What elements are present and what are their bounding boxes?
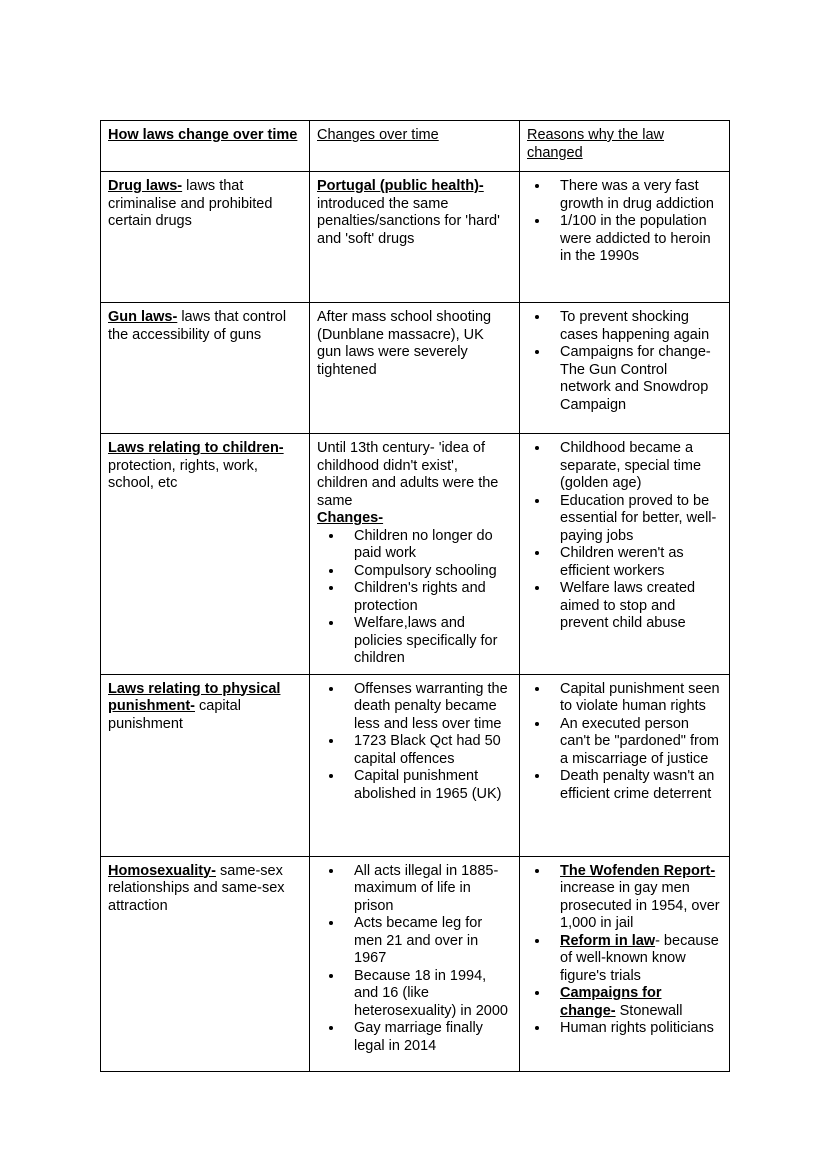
list-item: • Capital punishment seen to violate human rights [550,681,721,716]
change-cell: After mass school shooting (Dunblane massacre), UK gun laws were severely tightened [310,303,520,434]
laws-table [100,120,730,1072]
reason-cell [520,856,730,1071]
list-item: • Capital punishment abolished in 1965 (UK) [344,768,511,803]
list-item: • The Wofenden Report- increase in gay men prosecuted in 1954, over 1,000 in jail [550,863,721,933]
law-cell: Laws relating to physical punishment- capital punishment [101,674,310,856]
list-item: • Children's rights and protection [344,580,511,615]
list-item: • Children weren't as efficient workers [550,545,721,580]
header-col2: Changes over time [310,121,520,172]
law-cell: Homosexuality- same-sex relationships and same-sex attraction [101,856,310,1071]
list-item: • Acts became leg for men 21 and over in 1967 [344,915,511,968]
list-item: • Welfare,laws and policies specifically for children [344,615,511,668]
list-item: • Offenses warranting the death penalty became less and less over time [344,681,511,734]
list-item: • Childhood became a separate, special time (golden age) [550,440,721,493]
list-item: • There was a very fast growth in drug addiction [550,178,721,213]
law-cell: Drug laws- laws that criminalise and prohibited certain drugs [101,172,310,303]
list-item: • 1/100 in the population were addicted to heroin in the 1990s [550,213,721,266]
list-item: • Campaigns for change- Stonewall [550,985,721,1020]
header-row [101,121,730,172]
list-item: • Campaigns for change- The Gun Control network and Snowdrop Campaign [550,344,721,414]
table-row [101,856,730,1071]
list-item: • Death penalty wasn't an efficient crime deterrent [550,768,721,803]
list-item: • Human rights politicians [550,1020,721,1038]
table-row [101,674,730,856]
list-item: • Compulsory schooling [344,563,511,581]
list-item: • An executed person can't be "pardoned" from a miscarriage of justice [550,716,721,769]
list-item: • 1723 Black Qct had 50 capital offences [344,733,511,768]
list-item: • Reform in law- because of well-known know figure's trials [550,933,721,986]
list-item: • All acts illegal in 1885- maximum of life in prison [344,863,511,916]
list-item: • Gay marriage finally legal in 2014 [344,1020,511,1055]
reason-cell [520,434,730,675]
change-cell: Until 13th century- 'idea of childhood didn't exist', children and adults were the same Changes- • Children no longer do paid work • Compulsory schooling • Children's rights and protection • Welfare,laws and policies specifically for children [310,434,520,675]
reason-cell [520,172,730,303]
table-row [101,303,730,434]
table-row [101,172,730,303]
list-item: • To prevent shocking cases happening again [550,309,721,344]
list-item: • Because 18 in 1994, and 16 (like heterosexuality) in 2000 [344,968,511,1021]
change-cell: Portugal (public health)- introduced the same penalties/sanctions for 'hard' and 'soft' drugs [310,172,520,303]
header-col3: Reasons why the law changed [520,121,730,172]
change-cell [310,856,520,1071]
header-col1: How laws change over time [101,121,310,172]
change-cell [310,674,520,856]
law-cell: Gun laws- laws that control the accessibility of guns [101,303,310,434]
list-item: • Education proved to be essential for better, well-paying jobs [550,493,721,546]
reason-cell [520,674,730,856]
law-cell: Laws relating to children- protection, rights, work, school, etc [101,434,310,675]
list-item: • Welfare laws created aimed to stop and prevent child abuse [550,580,721,633]
list-item: • Children no longer do paid work [344,528,511,563]
reason-cell [520,303,730,434]
table-row [101,434,730,675]
